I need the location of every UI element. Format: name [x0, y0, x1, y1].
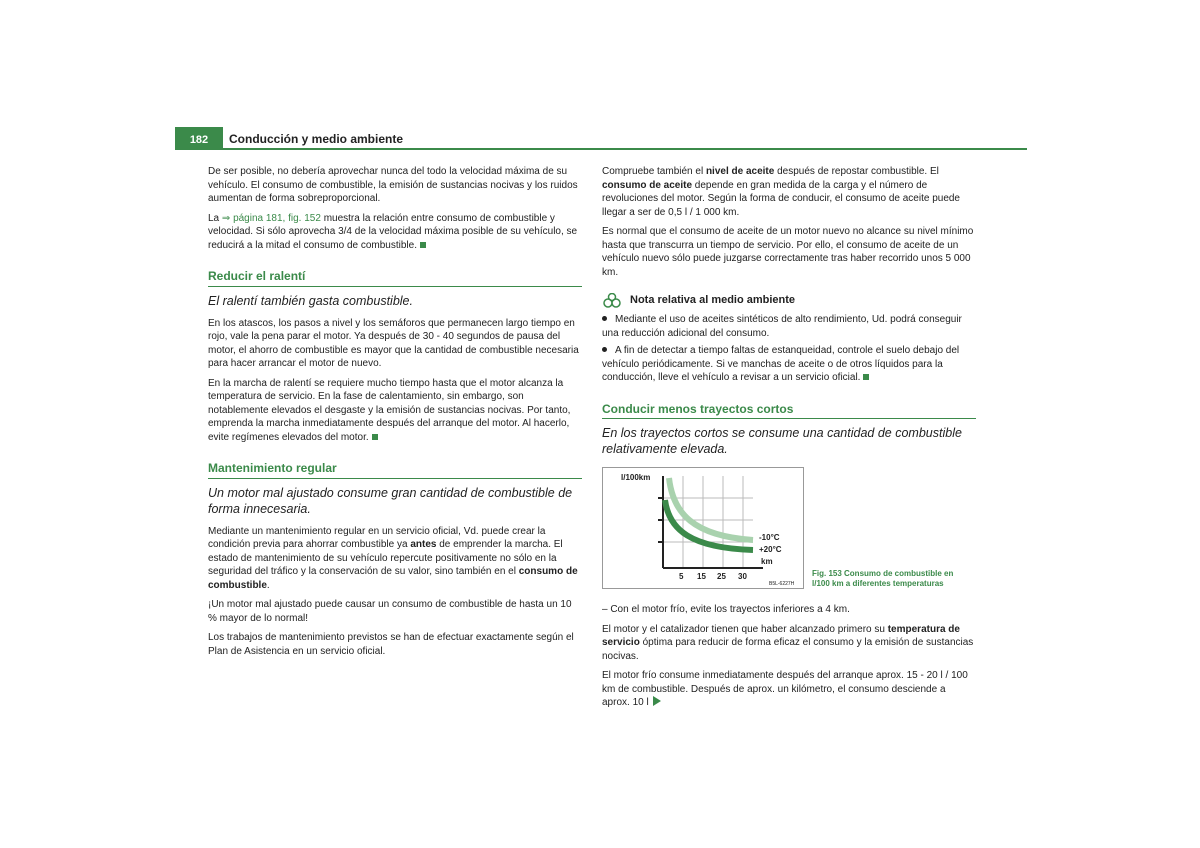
- end-mark: [420, 242, 426, 248]
- heading-reducir-ralenti: Reducir el ralentí: [208, 270, 582, 287]
- paragraph-aceite-2: Es normal que el consumo de aceite de un motor nuevo no alcance su nivel mínimo hasta que transcurra un tiempo de servicio. Por ello, el consumo de aceite de un vehículo nuevo sólo puede juzgarse correctamente tras haber recorrido unos 5 000 km.: [602, 226, 974, 278]
- environment-note-title: Nota relativa al medio ambiente: [602, 293, 976, 309]
- environment-note-bullet-1: Mediante el uso de aceites sintéticos de alto rendimiento, Ud. podrá conseguir una reducción adicional del consumo.: [602, 314, 962, 339]
- continue-arrow-icon: [653, 696, 661, 706]
- paragraph-mantenimiento-1: Mediante un mantenimiento regular en un servicio oficial, Vd. puede crear la condición previa para ahorrar combustible ya antes de emprender la marcha. El estado de mantenimiento de su vehículo repercute positivamente no sólo en la seguridad del tráfico y la conservación de su valor, sino también en el consumo de combustible.: [208, 525, 578, 591]
- page-title: Conducción y medio ambiente: [229, 132, 404, 146]
- x-tick-25: 25: [717, 572, 726, 581]
- dash-list-item: – Con el motor frío, evite los trayectos inferiores a 4 km.: [602, 604, 850, 615]
- paragraph-temperatura: El motor y el catalizador tienen que haber alcanzado primero su temperatura de servicio óptima para reducir de forma eficaz el consumo y la emisión de sustancias nocivas.: [602, 623, 974, 662]
- figure-ref-code: B5L-6227H: [769, 581, 795, 587]
- lead-trayectos-cortos: En los trayectos cortos se consume una cantidad de combustible relativamente elevada.: [602, 426, 962, 456]
- page-number: 182: [175, 127, 223, 149]
- lead-mantenimiento: Un motor mal ajustado consume gran cantidad de combustible de forma innecesaria.: [208, 485, 573, 516]
- paragraph-mantenimiento-2: ¡Un motor mal ajustado puede causar un consumo de combustible de hasta un 10 % mayor de lo normal!: [208, 599, 572, 624]
- consumption-chart-svg: [603, 468, 803, 588]
- x-tick-30: 30: [738, 572, 747, 581]
- environment-note-bullet-2: A fin de detectar a tiempo faltas de estanqueidad, controle el suelo debajo del vehículo periódicamente. Si ve manchas de aceite o de otros líquidos para la conducción, lleve el vehículo a revisar a un servicio oficial.: [602, 345, 960, 383]
- intro-paragraph-1: De ser posible, no debería aprovechar nunca del todo la velocidad máxima de su vehículo. El consumo de combustible, la emisión de sustancias nocivas y los ruidos aumentan de forma sobreproporcional.: [208, 166, 578, 204]
- end-mark: [863, 374, 869, 380]
- heading-trayectos-cortos: Conducir menos trayectos cortos: [602, 403, 976, 420]
- heading-mantenimiento: Mantenimiento regular: [208, 462, 582, 479]
- environment-icon: [602, 293, 622, 309]
- left-column: [208, 165, 582, 664]
- figure-153: [602, 467, 976, 589]
- x-tick-5: 5: [679, 572, 684, 581]
- series-label-plus20: +20°C: [759, 545, 782, 554]
- paragraph-mantenimiento-3: Los trabajos de mantenimiento previstos se han de efectuar exactamente según el Plan de Asistencia en un servicio oficial.: [208, 632, 574, 657]
- figure-caption: Fig. 153 Consumo de combustible en l/100 km a diferentes temperaturas: [812, 569, 954, 588]
- y-axis-label: l/100km: [621, 473, 651, 482]
- paragraph-ralenti-1: En los atascos, los pasos a nivel y los semáforos que permanecen largo tiempo en rojo, vale la pena parar el motor. Ya después de 30 - 40 segundos de pausa del motor, el ahorro de combustible es mayor que la cantidad de combustible necesaria para hacer arrancar el motor de nuevo.: [208, 317, 579, 369]
- series-label-minus10: -10°C: [759, 533, 780, 542]
- page-reference-link[interactable]: ⇒ página 181, fig. 152: [221, 212, 321, 224]
- paragraph-aceite-1: Compruebe también el nivel de aceite después de repostar combustible. El consumo de aceite depende en gran medida de la carga y el número de revoluciones del motor. Según la forma de conducir, el consumo de aceite puede llegar a ser de 0,5 l / 1 000 km.: [602, 166, 960, 218]
- consumption-chart: [602, 467, 804, 589]
- right-column: [602, 165, 976, 716]
- paragraph-ralenti-2: En la marcha de ralentí se requiere mucho tiempo hasta que el motor alcanza la temperatura de servicio. En la fase de calentamiento, sin embargo, son notablemente elevados el desgaste y la emisión de sustancias nocivas. Por tanto, emprenda la marcha inmediatamente después del arranque del motor. Al hacerlo, evite regímenes elevados del motor.: [208, 377, 571, 443]
- paragraph-motor-frio: El motor frío consume inmediatamente después del arranque aprox. 15 - 20 l / 100 km de combustible. Después de aprox. un kilómetro, el consumo desciende a aprox. 10 l: [602, 670, 968, 708]
- lead-reducir-ralenti: El ralentí también gasta combustible.: [208, 293, 413, 308]
- x-axis-label: km: [761, 557, 773, 566]
- x-tick-15: 15: [697, 572, 706, 581]
- intro-paragraph-2: La ⇒ página 181, fig. 152 muestra la relación entre consumo de combustible y velocidad. Si sólo aprovecha 3/4 de la velocidad máxima posible de su vehículo, se reducirá a la mitad el consumo de combustible.: [208, 212, 578, 251]
- end-mark: [372, 434, 378, 440]
- header-rule: [175, 148, 1027, 150]
